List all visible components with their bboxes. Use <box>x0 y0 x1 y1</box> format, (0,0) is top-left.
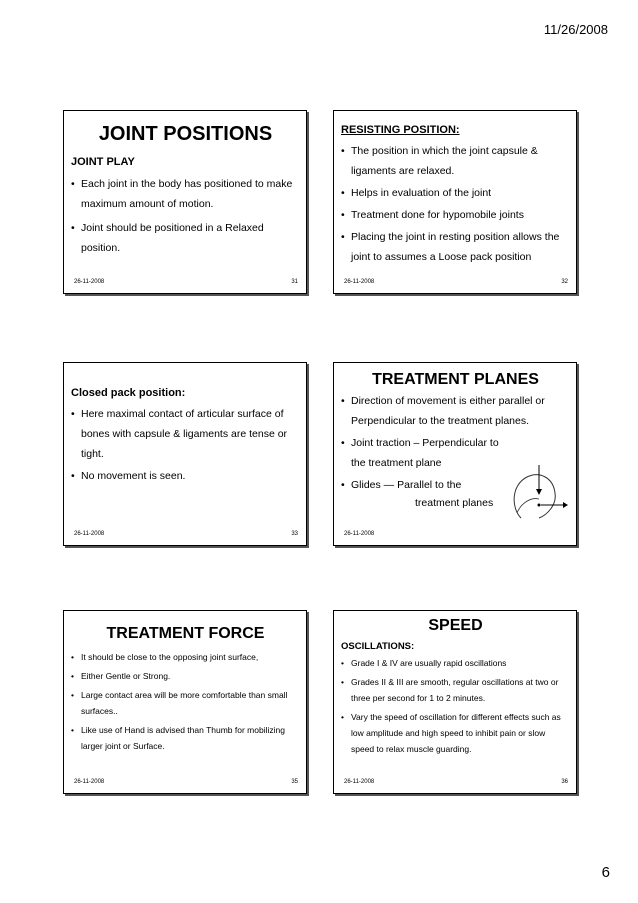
page-number: 6 <box>601 864 610 881</box>
slide-subtitle: JOINT PLAY <box>71 156 135 168</box>
slide-footer-number: 32 <box>561 279 568 285</box>
slide-footer-number: 33 <box>291 531 298 537</box>
bullet-item: • Like use of Hand is advised than Thumb for mobilizing larger joint or Surface. <box>71 722 300 754</box>
page-date: 11/26/2008 <box>543 22 608 37</box>
bullet-item: • Grade I & IV are usually rapid oscillations <box>341 655 570 671</box>
bullet-item: • Large contact area will be more comfortable than small surfaces.. <box>71 687 300 719</box>
bullet-item: • The position in which the joint capsule & ligaments are relaxed. <box>341 141 570 181</box>
slide-title: JOINT POSITIONS <box>98 123 273 145</box>
bullet-list <box>341 141 570 267</box>
bullet-item: • Placing the joint in resting position allows the joint to assumes a Loose pack position <box>341 227 570 267</box>
bullet-item: • Direction of movement is either parallel or Perpendicular to the treatment planes. <box>341 391 570 431</box>
bullet-item: • Helps in evaluation of the joint <box>341 183 570 203</box>
bullet-list <box>71 649 300 754</box>
slide-footer-date: 26-11-2008 <box>74 779 105 785</box>
slide-footer-date: 26-11-2008 <box>344 279 375 285</box>
bullet-item: • Here maximal contact of articular surface of bones with capsule & ligaments are tense or tight. <box>71 404 300 464</box>
slide-footer-date: 26-11-2008 <box>344 779 375 785</box>
slide-34 <box>333 362 577 546</box>
bullet-list <box>341 655 570 757</box>
bullet-item: • Vary the speed of oscillation for different effects such as low amplitude and high speed to inhibit pain or slow speed to relax muscle guarding. <box>341 709 570 757</box>
slide-36 <box>333 610 577 794</box>
bullet-item: • Glides — Parallel to the <box>341 475 570 495</box>
slide-footer-date: 26-11-2008 <box>74 531 105 537</box>
slide-footer-date: 26-11-2008 <box>344 531 375 537</box>
bullet-list <box>71 174 300 258</box>
bullet-item: • Either Gentle or Strong. <box>71 668 300 684</box>
slide-33 <box>63 362 307 546</box>
slide-footer-number: 31 <box>291 279 298 285</box>
slide-subtitle: OSCILLATIONS: <box>341 641 415 652</box>
slide-footer-number: 36 <box>561 779 568 785</box>
bullet-item: • Joint traction – Perpendicular to the treatment plane <box>341 433 570 473</box>
bullet-item: • No movement is seen. <box>71 466 300 486</box>
slide-title: RESISTING POSITION: <box>341 124 460 136</box>
slide-35 <box>63 610 307 794</box>
slide-footer-date: 26-11-2008 <box>74 279 105 285</box>
slide-footer-number: 35 <box>291 779 298 785</box>
bullet-list <box>71 404 300 486</box>
joint-traction-illustration <box>509 463 569 521</box>
slide-31 <box>63 110 307 294</box>
slide-title: SPEED <box>428 617 483 634</box>
bullet-item: • Each joint in the body has positioned to make maximum amount of motion. <box>71 174 300 214</box>
bullet-item: • Joint should be positioned in a Relaxed position. <box>71 218 300 258</box>
trailing-text: treatment planes <box>415 497 494 509</box>
slide-title: TREATMENT FORCE <box>106 625 265 642</box>
bullet-item: • It should be close to the opposing joint surface, <box>71 649 300 665</box>
slide-title: Closed pack position: <box>71 387 186 399</box>
bullet-item: • Grades II & III are smooth, regular oscillations at two or three per second for 1 to 2 minutes. <box>341 674 570 706</box>
bullet-item: • Treatment done for hypomobile joints <box>341 205 570 225</box>
slide-32 <box>333 110 577 294</box>
slide-title: TREATMENT PLANES <box>372 371 539 388</box>
